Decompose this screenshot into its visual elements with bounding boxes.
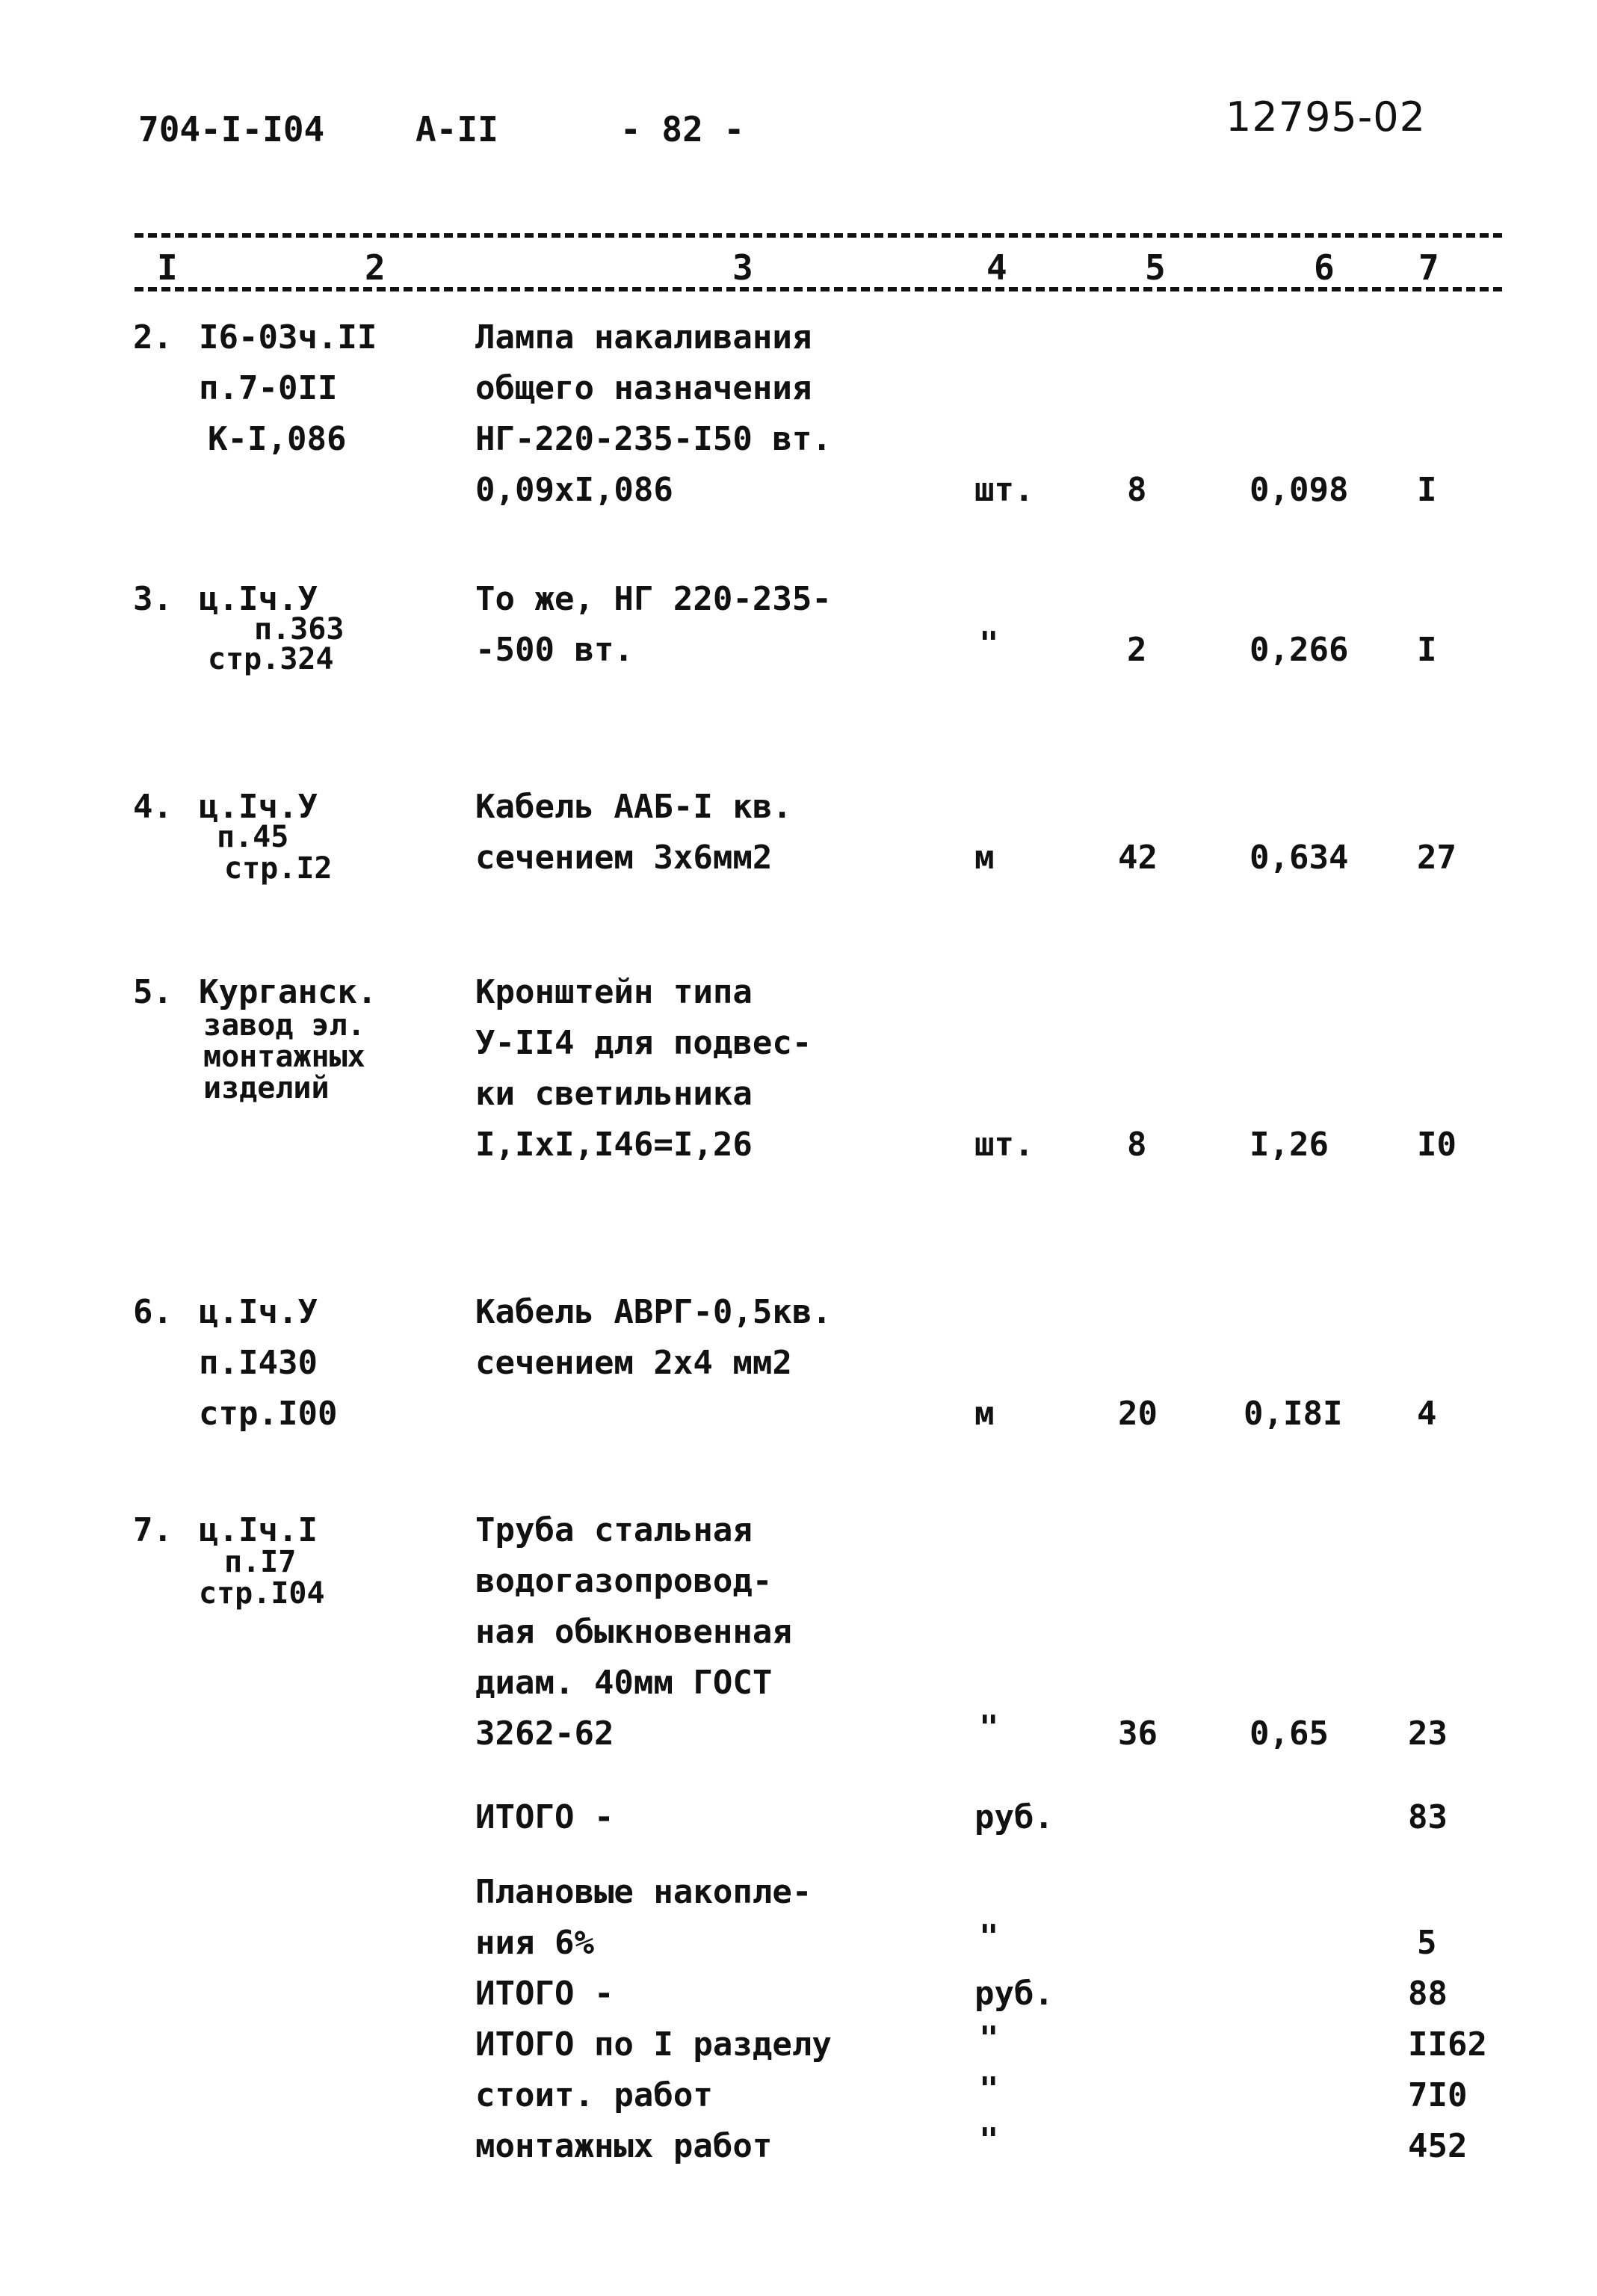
cost: I xyxy=(1417,631,1437,669)
album-number: А-II xyxy=(416,109,498,149)
reference-line: изделий xyxy=(203,1071,330,1105)
unit-price: I,26 xyxy=(1250,1126,1329,1164)
column-header-6: 6 xyxy=(1314,247,1335,288)
reference-line: монтажных xyxy=(203,1040,365,1074)
column-header-4: 4 xyxy=(986,247,1007,288)
unit-price: 0,634 xyxy=(1250,839,1349,877)
quantity: 36 xyxy=(1118,1715,1158,1753)
column-header-3: 3 xyxy=(732,247,753,288)
total-value: 5 xyxy=(1417,1924,1437,1962)
column-header-5: 5 xyxy=(1145,247,1166,288)
column-header-2: 2 xyxy=(365,247,386,288)
total-unit: " xyxy=(979,1918,999,1956)
reference-line: ц.Iч.У xyxy=(199,788,318,826)
description-line: Кронштейн типа xyxy=(475,973,753,1011)
page-number: - 82 - xyxy=(620,109,745,149)
reference-line: ц.Iч.I xyxy=(199,1511,318,1549)
description-line: общего назначения xyxy=(475,369,812,407)
quantity: 2 xyxy=(1127,631,1147,669)
unit: " xyxy=(979,1709,999,1747)
reference-line: I6-03ч.II xyxy=(199,318,377,357)
total-unit: " xyxy=(979,2070,999,2108)
quantity: 8 xyxy=(1127,471,1147,509)
total-value: 7I0 xyxy=(1408,2076,1468,2114)
total-label: ния 6% xyxy=(475,1924,594,1962)
total-value: 452 xyxy=(1408,2127,1468,2165)
description-line: водогазопровод- xyxy=(475,1562,773,1600)
document-code: 704-I-I04 xyxy=(138,109,325,149)
reference-line: п.45 xyxy=(217,820,289,854)
reference-line: завод эл. xyxy=(203,1008,365,1043)
total-label: стоит. работ xyxy=(475,2076,713,2114)
description-line: сечением 2x4 мм2 xyxy=(475,1344,792,1382)
reference-line: ц.Iч.У xyxy=(199,580,318,618)
total-value: 88 xyxy=(1408,1975,1448,2013)
reference-line: п.I430 xyxy=(199,1344,318,1382)
reference-line: Курганск. xyxy=(199,973,377,1011)
cost: 4 xyxy=(1417,1395,1437,1433)
description-line: ная обыкновенная xyxy=(475,1613,792,1651)
description-line: -500 вт. xyxy=(475,631,634,669)
reference-line: стр.324 xyxy=(208,642,334,676)
row-number: 3. xyxy=(133,580,173,618)
reference-line: ц.Iч.У xyxy=(199,1293,318,1331)
description-line: Труба стальная xyxy=(475,1511,753,1549)
description-line: НГ-220-235-I50 вт. xyxy=(475,420,832,458)
column-header-1: I xyxy=(157,247,178,288)
total-value: II62 xyxy=(1408,2025,1487,2064)
row-number: 2. xyxy=(133,318,173,357)
quantity: 20 xyxy=(1118,1395,1158,1433)
cost: I xyxy=(1417,471,1437,509)
unit: " xyxy=(979,625,999,663)
description-line: 3262-62 xyxy=(475,1715,614,1753)
reference-line: п.363 xyxy=(254,612,345,646)
reference-line: стр.I04 xyxy=(199,1576,325,1611)
column-header-7: 7 xyxy=(1418,247,1439,288)
row-number: 4. xyxy=(133,788,173,826)
total-unit: руб. xyxy=(974,1975,1054,2013)
description-line: То же, НГ 220-235- xyxy=(475,580,832,618)
reference-line: К-I,086 xyxy=(208,420,347,458)
description-line: Кабель АВРГ-0,5кв. xyxy=(475,1293,832,1331)
header-rule-top xyxy=(135,233,1502,238)
unit-price: 0,I8I xyxy=(1244,1395,1343,1433)
reference-line: п.7-0II xyxy=(199,369,338,407)
total-label: монтажных работ xyxy=(475,2127,773,2165)
header-rule-bottom xyxy=(135,287,1502,291)
reference-line: стр.I2 xyxy=(224,851,333,886)
total-label: ИТОГО - xyxy=(475,1975,614,2013)
quantity: 8 xyxy=(1127,1126,1147,1164)
total-value: 83 xyxy=(1408,1798,1448,1836)
description-line: I,IxI,I46=I,26 xyxy=(475,1126,753,1164)
cost: I0 xyxy=(1417,1126,1457,1164)
unit: м xyxy=(974,839,995,877)
total-unit: руб. xyxy=(974,1798,1054,1836)
row-number: 6. xyxy=(133,1293,173,1331)
reference-line: стр.I00 xyxy=(199,1395,338,1433)
cost: 23 xyxy=(1408,1715,1448,1753)
unit-price: 0,266 xyxy=(1250,631,1349,669)
quantity: 42 xyxy=(1118,839,1158,877)
reference-line: п.I7 xyxy=(224,1545,297,1579)
row-number: 7. xyxy=(133,1511,173,1549)
total-label: ИТОГО по I разделу xyxy=(475,2025,832,2064)
total-label: ИТОГО - xyxy=(475,1798,614,1836)
description-line: У-II4 для подвес- xyxy=(475,1024,812,1062)
description-line: Кабель ААБ-I кв. xyxy=(475,788,792,826)
description-line: сечением 3x6мм2 xyxy=(475,839,773,877)
total-label: Плановые накопле- xyxy=(475,1873,812,1911)
unit: шт. xyxy=(974,471,1034,509)
description-line: ки светильника xyxy=(475,1075,753,1113)
description-line: 0,09xI,086 xyxy=(475,471,673,509)
description-line: диам. 40мм ГОСТ xyxy=(475,1664,773,1702)
archive-number: 12795-02 xyxy=(1226,93,1426,141)
total-unit: " xyxy=(979,2019,999,2058)
total-unit: " xyxy=(979,2121,999,2159)
row-number: 5. xyxy=(133,973,173,1011)
description-line: Лампа накаливания xyxy=(475,318,812,357)
cost: 27 xyxy=(1417,839,1457,877)
unit-price: 0,65 xyxy=(1250,1715,1329,1753)
unit: шт. xyxy=(974,1126,1034,1164)
unit: м xyxy=(974,1395,995,1433)
unit-price: 0,098 xyxy=(1250,471,1349,509)
